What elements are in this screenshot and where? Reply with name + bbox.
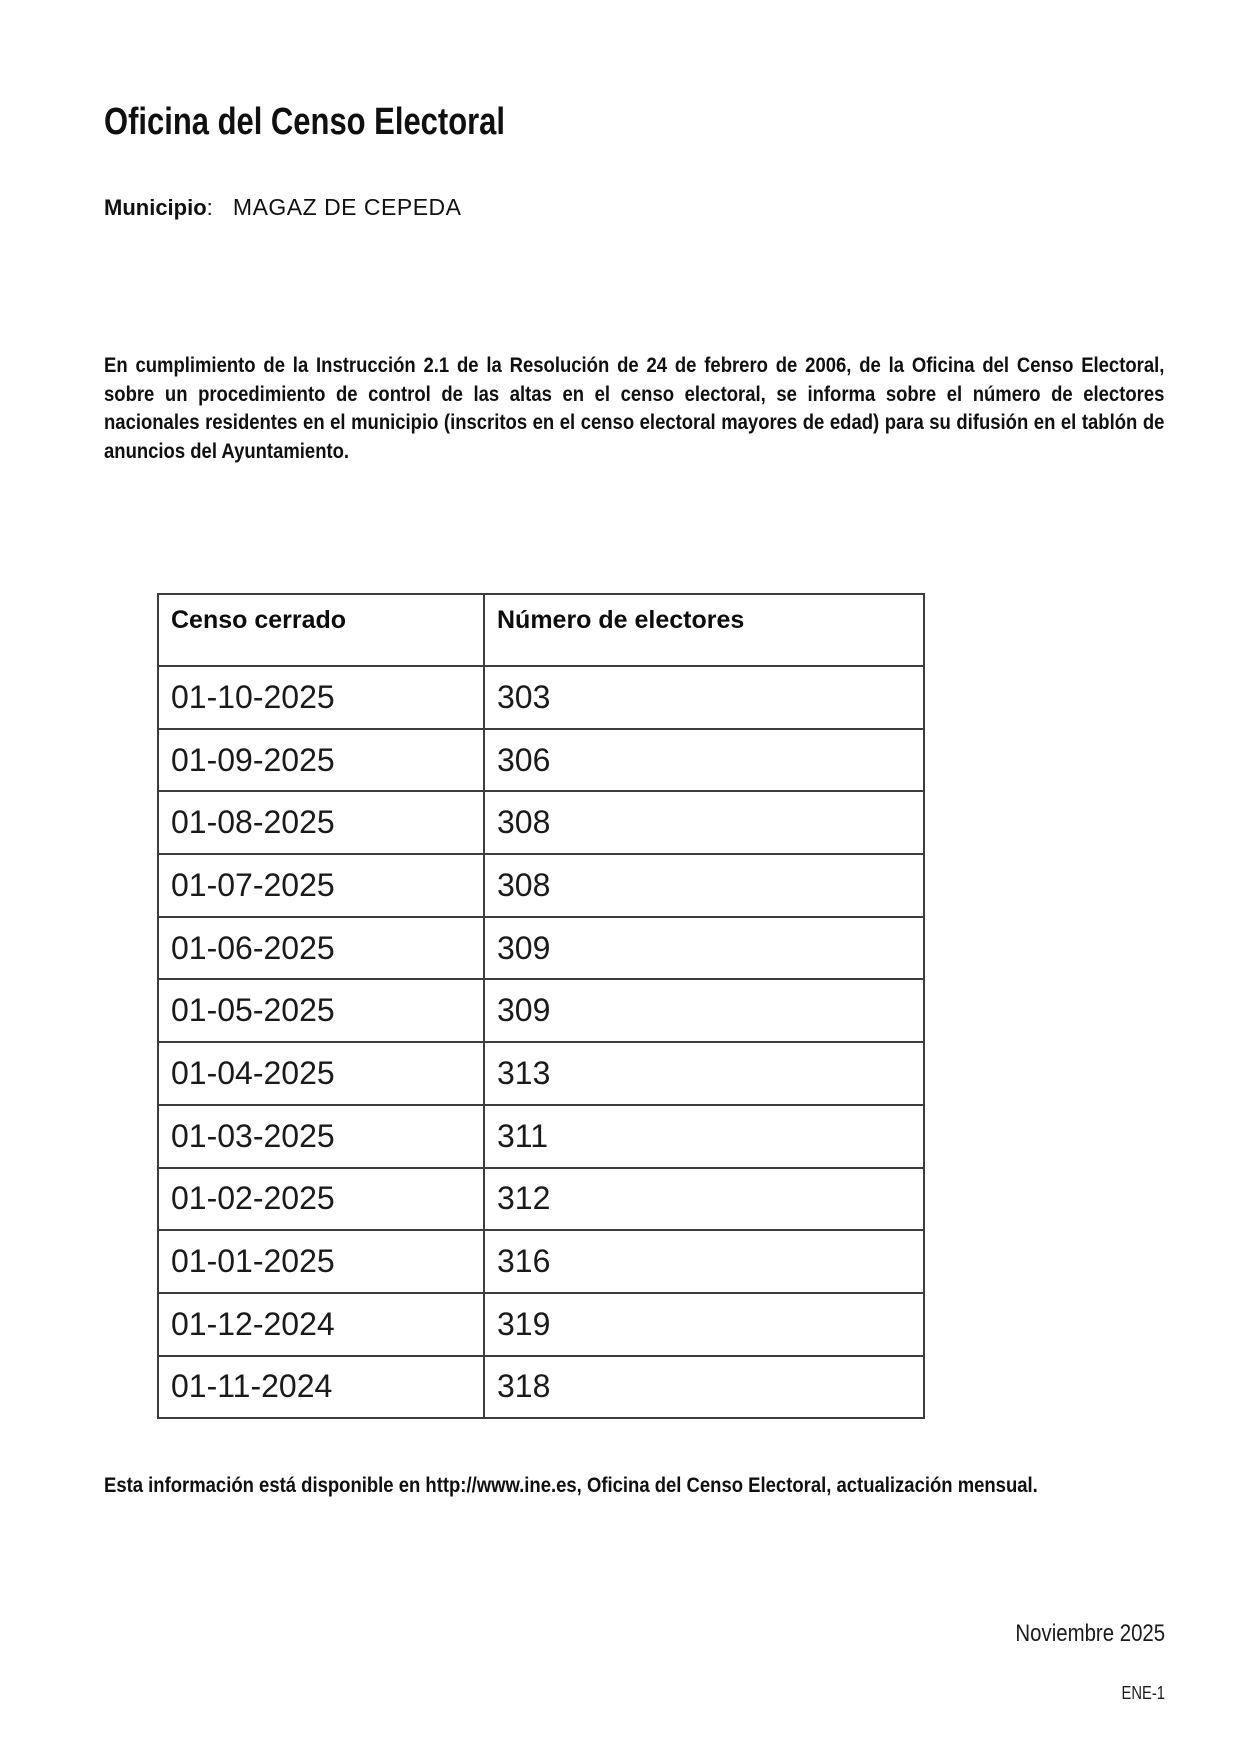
table-row [158,666,924,729]
censo-cerrado-cell: 01-07-2025 [158,854,484,917]
censo-cerrado-cell: 01-02-2025 [158,1168,484,1231]
electores-cell: 306 [484,729,924,792]
censo-cerrado-cell: 01-08-2025 [158,791,484,854]
censo-cerrado-cell: 01-05-2025 [158,979,484,1042]
table-row [158,791,924,854]
municipio-separator: : [206,195,213,220]
electores-cell: 311 [484,1105,924,1168]
censo-cerrado-cell: 01-01-2025 [158,1230,484,1293]
electores-cell: 309 [484,917,924,980]
table-header-row [158,594,924,666]
censo-cerrado-cell: 01-11-2024 [158,1356,484,1419]
table-row [158,1042,924,1105]
censo-cerrado-cell: 01-09-2025 [158,729,484,792]
table-row [158,729,924,792]
electores-cell: 313 [484,1042,924,1105]
censo-cerrado-cell: 01-03-2025 [158,1105,484,1168]
table-row [158,1105,924,1168]
electores-cell: 303 [484,666,924,729]
intro-paragraph: En cumplimiento de la Instrucción 2.1 de la Resolución de 24 de febrero de 2006, de la Oficina del Censo Electoral, sobre un procedimiento de control de las altas en el censo electoral, se informa sobre el número de electores nacionales residentes en el municipio (inscritos en el censo electoral mayores de edad) para su difusión en el tablón de anuncios del Ayuntamiento. [104,354,1165,463]
census-table [157,593,925,1419]
municipio-value: MAGAZ DE CEPEDA [232,194,462,220]
table-row [158,1293,924,1356]
municipio-label: Municipio [104,195,207,220]
census-table-body [158,666,924,1418]
censo-cerrado-cell: 01-04-2025 [158,1042,484,1105]
table-row [158,1230,924,1293]
electores-cell: 309 [484,979,924,1042]
municipio-line [104,194,462,221]
table-row [158,854,924,917]
table-row [158,1168,924,1231]
electores-cell: 316 [484,1230,924,1293]
issue-date: Noviembre 2025 [1015,1620,1165,1647]
censo-cerrado-cell: 01-06-2025 [158,917,484,980]
electores-cell: 318 [484,1356,924,1419]
electores-cell: 312 [484,1168,924,1231]
table-row [158,979,924,1042]
censo-cerrado-cell: 01-12-2024 [158,1293,484,1356]
electores-cell: 308 [484,854,924,917]
column-header-numero-electores: Número de electores [484,594,924,666]
footer-note: Esta información está disponible en http://www.ine.es, Oficina del Censo Electoral, actualización mensual. [104,1474,1038,1497]
table-row [158,917,924,980]
censo-cerrado-cell: 01-10-2025 [158,666,484,729]
electores-cell: 308 [484,791,924,854]
page-title: Oficina del Censo Electoral [104,101,506,143]
electores-cell: 319 [484,1293,924,1356]
column-header-censo-cerrado: Censo cerrado [158,594,484,666]
page-code: ENE-1 [1121,1683,1165,1703]
table-row [158,1356,924,1419]
